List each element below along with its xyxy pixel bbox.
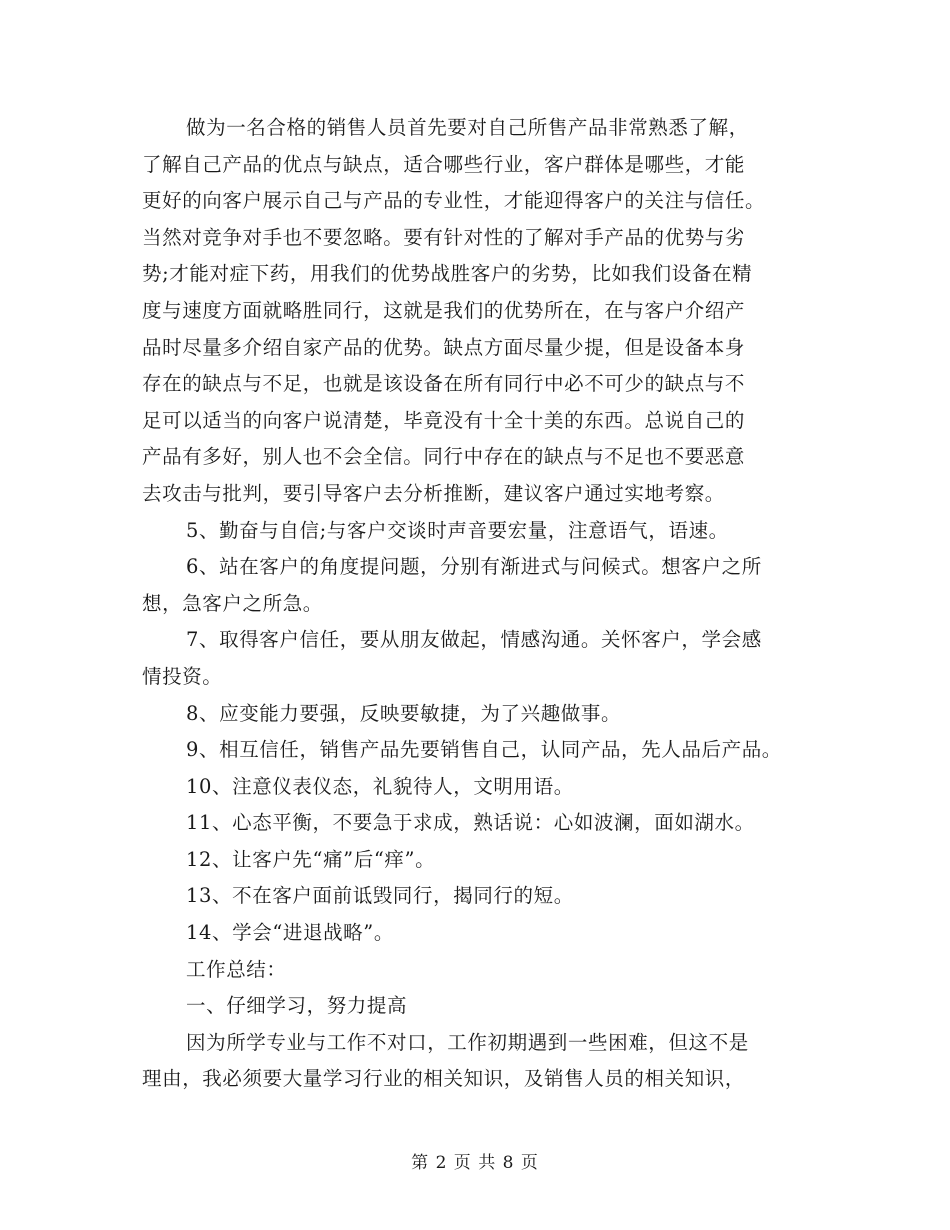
text-line: 5、勤奋与自信;与客户交谈时声音要宏量，注意语气，语速。 — [186, 518, 729, 542]
page-footer: 第 2 页 共 8 页 — [411, 1153, 539, 1173]
text-line: 情投资。 — [142, 664, 223, 688]
text-line: 9、相互信任，销售产品先要销售自己，认同产品，先人品后产品。 — [186, 738, 782, 762]
document-body — [142, 110, 832, 1098]
text-line: 当然对竞争对手也不要忽略。要有针对性的了解对手产品的优势与劣 — [142, 225, 746, 249]
text-line: 品时尽量多介绍自家产品的优势。缺点方面尽量少提，但是设备本身 — [142, 335, 746, 359]
text-line: 工作总结： — [186, 957, 287, 981]
text-line: 12、让客户先“痛”后“痒”。 — [186, 847, 436, 871]
text-line: 去攻击与批判，要引导客户去分析推断，建议客户通过实地考察。 — [142, 481, 725, 505]
text-line: 更好的向客户展示自己与产品的专业性，才能迎得客户的关注与信任。 — [142, 189, 766, 213]
text-line: 想，急客户之所急。 — [142, 591, 323, 615]
text-line: 存在的缺点与不足，也就是该设备在所有同行中必不可少的缺点与不 — [142, 372, 746, 396]
text-line: 因为所学专业与工作不对口，工作初期遇到一些困难，但这不是 — [186, 1030, 749, 1054]
text-line: 8、应变能力要强，反映要敏捷，为了兴趣做事。 — [186, 701, 622, 725]
text-line: 10、注意仪表仪态，礼貌待人，文明用语。 — [186, 774, 574, 798]
text-line: 做为一名合格的销售人员首先要对自己所售产品非常熟悉了解， — [186, 116, 749, 139]
text-line: 度与速度方面就略胜同行，这就是我们的优势所在，在与客户介绍产 — [142, 298, 746, 322]
text-line: 14、学会“进退战略”。 — [186, 921, 394, 945]
text-line: 产品有多好，别人也不会全信。同行中存在的缺点与不足也不要恶意 — [142, 445, 746, 469]
text-line: 理由，我必须要大量学习行业的相关知识，及销售人员的相关知识， — [142, 1067, 746, 1091]
text-line: 足可以适当的向客户说清楚，毕竟没有十全十美的东西。总说自己的 — [142, 408, 746, 432]
text-line: 13、不在客户面前诋毁同行，揭同行的短。 — [186, 884, 574, 908]
text-line: 了解自己产品的优点与缺点，适合哪些行业，客户群体是哪些，才能 — [142, 152, 746, 176]
text-line: 11、心态平衡，不要急于求成，熟话说：心如波澜，面如湖水。 — [186, 811, 755, 835]
text-line: 6、站在客户的角度提问题，分别有渐进式与问候式。想客户之所 — [186, 555, 762, 579]
text-line: 一、仔细学习，努力提高 — [186, 994, 408, 1018]
text-line: 7、取得客户信任，要从朋友做起，情感沟通。关怀客户，学会感 — [186, 628, 762, 652]
text-line: 势;才能对症下药，用我们的优势战胜客户的劣势，比如我们设备在精 — [142, 262, 753, 286]
